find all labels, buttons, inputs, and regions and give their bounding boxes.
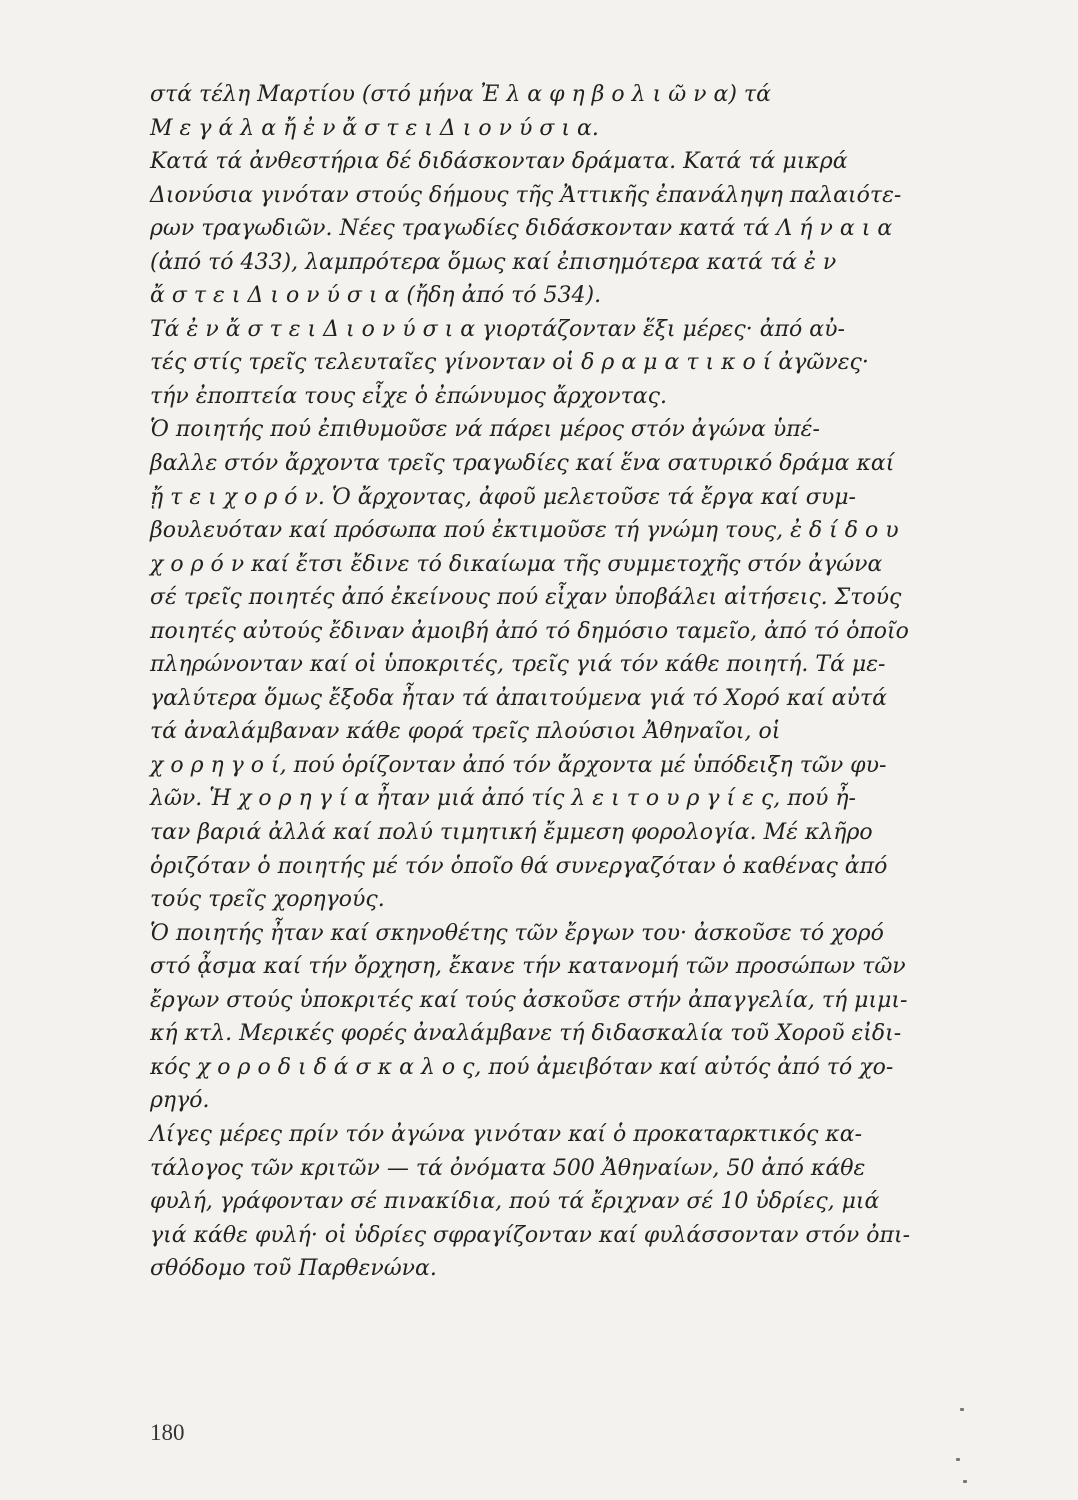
text-line: Διονύσια γινόταν στούς δήμους τῆς Ἀττικῆς ἐπανάληψη παλαιότε- xyxy=(150,182,902,208)
text-line: τές στίς τρεῖς τελευταῖες γίνονταν οἱ δ ρ α μ α τ ι κ ο ί ἀγῶνες· xyxy=(150,350,869,376)
dust-mark xyxy=(960,1408,964,1411)
text-line: βαλλε στόν ἄρχοντα τρεῖς τραγωδίες καί ἕνα σατυρικό δράμα καί xyxy=(150,451,895,477)
text-line: τάλογος τῶν κριτῶν — τά ὀνόματα 500 Ἀθηναίων, 50 ἀπό κάθε xyxy=(150,1155,866,1181)
text-line: Ὁ ποιητής πού ἐπιθυμοῦσε νά πάρει μέρος στόν ἀγώνα ὑπέ- xyxy=(150,417,820,443)
text-line: Κατά τά ἀνθεστήρια δέ διδάσκονταν δράματα. Κατά τά μικρά xyxy=(150,149,848,175)
dust-mark xyxy=(956,1458,960,1461)
text-line: σθόδομο τοῦ Παρθενώνα. xyxy=(150,1256,437,1282)
text-line: ᾔ τ ε ι χ ο ρ ό ν. Ὁ ἄρχοντας, ἀφοῦ μελετοῦσε τά ἔργα καί συμ- xyxy=(150,484,856,510)
dust-mark xyxy=(963,1480,967,1483)
text-line: βουλευόταν καί πρόσωπα πού ἐκτιμοῦσε τή γνώμη τους, ἐ δ ί δ ο υ xyxy=(150,518,899,544)
text-line: ταν βαριά ἀλλά καί πολύ τιμητική ἔμμεση φορολογία. Μέ κλῆρο xyxy=(150,820,873,846)
text-line: σέ τρεῖς ποιητές ἀπό ἐκείνους πού εἶχαν ὑποβάλει αἰτήσεις. Στούς xyxy=(150,585,902,611)
text-line: πληρώνονταν καί οἱ ὑποκριτές, τρεῖς γιά τόν κάθε ποιητή. Τά με- xyxy=(150,652,886,678)
text-line: στά τέλη Μαρτίου (στό μήνα Ἐ λ α φ η β ο λ ι ῶ ν α) τά xyxy=(150,82,771,107)
text-line: στό ᾆσμα καί τήν ὄρχηση, ἔκανε τήν κατανομή τῶν προσώπων τῶν xyxy=(150,954,906,980)
text-line: ὁριζόταν ὁ ποιητής μέ τόν ὁποῖο θά συνεργαζόταν ὁ καθένας ἀπό xyxy=(150,853,888,879)
text-line: λῶν. Ἡ χ ο ρ η γ ί α ἦταν μιά ἀπό τίς λ ε ι τ ο υ ρ γ ί ε ς, πού ἦ- xyxy=(150,786,856,812)
text-line: Λίγες μέρες πρίν τόν ἀγώνα γινόταν καί ὁ προκαταρκτικός κα- xyxy=(150,1121,863,1147)
text-line: ποιητές αὐτούς ἔδιναν ἀμοιβή ἀπό τό δημόσιο ταμεῖο, ἀπό τό ὁποῖο xyxy=(150,618,909,644)
text-line: Μ ε γ ά λ α ἤ ἐ ν ἄ σ τ ε ι Δ ι ο ν ύ σ ι α. xyxy=(150,115,599,141)
text-line: ἔργων στούς ὑποκριτές καί τούς ἀσκοῦσε στήν ἀπαγγελία, τή μιμι- xyxy=(150,987,908,1013)
text-line: ἄ σ τ ε ι Δ ι ο ν ύ σ ι α (ἤδη ἀπό τό 534). xyxy=(150,283,602,309)
text-line: Ὁ ποιητής ἦταν καί σκηνοθέτης τῶν ἔργων του· ἀσκοῦσε τό χορό xyxy=(150,920,884,946)
text-line: φυλή, γράφονταν σέ πινακίδια, πού τά ἔριχναν σέ 10 ὑδρίες, μιά xyxy=(150,1189,880,1215)
text-line: (ἀπό τό 433), λαμπρότερα ὅμως καί ἐπισημότερα κατά τά ἐ ν xyxy=(150,249,837,275)
text-line: γιά κάθε φυλή· οἱ ὑδρίες σφραγίζονταν καί φυλάσσονταν στόν ὀπι- xyxy=(150,1222,911,1248)
text-line: Τά ἐ ν ἄ σ τ ε ι Δ ι ο ν ύ σ ι α γιορτάζονταν ἕξι μέρες· ἀπό αὐ- xyxy=(150,316,845,342)
text-line: κός χ ο ρ ο δ ι δ ά σ κ α λ ο ς, πού ἀμειβόταν καί αὐτός ἀπό τό χο- xyxy=(150,1054,894,1080)
page-number: 180 xyxy=(150,1420,185,1445)
text-line: τά ἀναλάμβαναν κάθε φορά τρεῖς πλούσιοι Ἀθηναῖοι, οἱ xyxy=(150,719,781,745)
text-line: κή κτλ. Μερικές φορές ἀναλάμβανε τή διδασκαλία τοῦ Χοροῦ εἰδι- xyxy=(150,1021,902,1047)
body-text xyxy=(150,78,1026,1286)
text-line: τούς τρεῖς χορηγούς. xyxy=(150,887,385,913)
text-line: ρων τραγωδιῶν. Νέες τραγωδίες διδάσκονταν κατά τά Λ ή ν α ι α xyxy=(150,216,893,242)
text-line: χ ο ρ η γ ο ί, πού ὁρίζονταν ἀπό τόν ἄρχοντα μέ ὑπόδειξη τῶν φυ- xyxy=(150,752,887,778)
text-line: γαλύτερα ὅμως ἔξοδα ἦταν τά ἀπαιτούμενα γιά τό Χορό καί αὐτά xyxy=(150,685,887,711)
text-line: τήν ἐποπτεία τους εἶχε ὁ ἐπώνυμος ἄρχοντας. xyxy=(150,383,667,409)
text-line: ρηγό. xyxy=(150,1088,210,1114)
text-line: χ ο ρ ό ν καί ἔτσι ἔδινε τό δικαίωμα τῆς συμμετοχῆς στόν ἀγώνα xyxy=(150,551,883,577)
